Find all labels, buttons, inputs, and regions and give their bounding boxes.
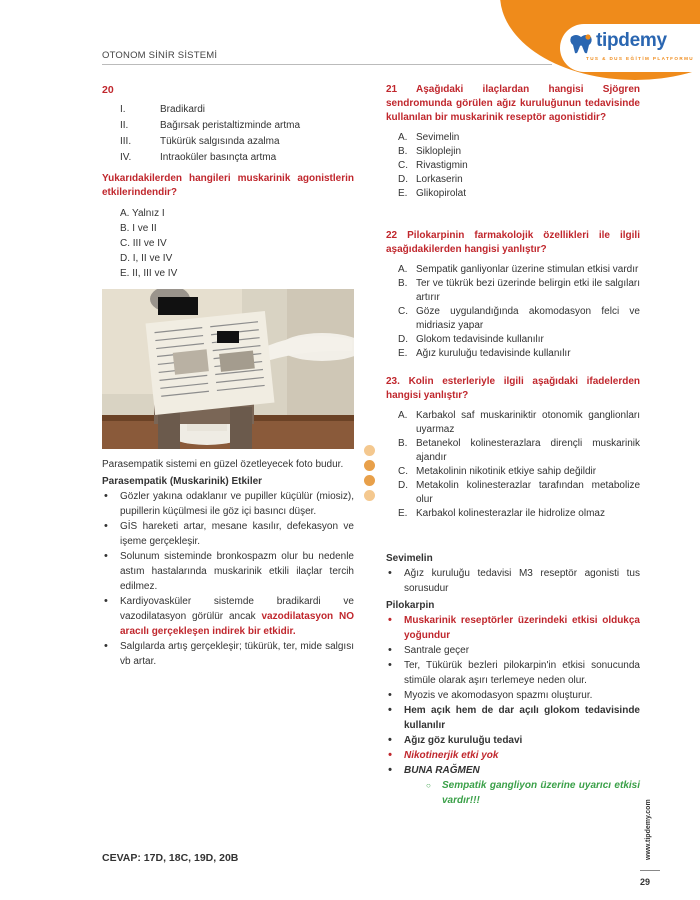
effect-item: • Solunum sisteminde bronkospazm olur bu nedenle astım hastalarında muskarinik etkili ilaçlar tercih edilmez.	[102, 549, 354, 594]
photo-caption: Parasempatik sistemi en güzel özetleyecek foto budur.	[102, 459, 344, 470]
option-item: B. Betanekol kolinesterazlara dirençli muskarinik ajandır	[398, 438, 640, 463]
option-item: B. Ter ve tükrük bezi üzerinde belirgin etki ile salgıları artırır	[398, 278, 640, 303]
option-item: D. I, II ve IV	[120, 253, 173, 264]
section-title: OTONOM SİNİR SİSTEMİ	[102, 50, 218, 61]
statement-item: IV. Intraoküler basınçta artma	[120, 152, 277, 163]
page-number: 29	[640, 877, 651, 887]
question-23-options	[398, 409, 640, 521]
note-item: • Santrale geçer	[386, 643, 640, 658]
question-23-stem: 23. Kolin esterleriyle ilgili aşağıdaki ifadelerden hangisi yanlıştır?	[386, 376, 640, 401]
option-item: A. Sevimelin	[398, 132, 460, 143]
brand-tagline: TUS & DUS EĞİTİM PLATFORMU	[586, 56, 695, 61]
brand-logo	[560, 24, 700, 72]
option-item: E. Glikopirolat	[398, 188, 467, 199]
note-item: • Ağız göz kuruluğu tedavi	[386, 733, 640, 748]
pilokarpin-list	[386, 613, 640, 778]
question-20-statements	[120, 102, 354, 166]
effect-item: • Salgılarda artış gerçekleşir; tükürük, ter, mide salgısı vb artar.	[102, 639, 354, 669]
note-item: • Muskarinik reseptörler üzerindeki etkisi oldukça yoğundur	[386, 613, 640, 643]
pilokarpin-heading: Pilokarpin	[386, 600, 435, 611]
sevimelin-heading: Sevimelin	[386, 553, 433, 564]
statement-item: II. Bağırsak peristaltizminde artma	[120, 120, 301, 131]
option-item: C. III ve IV	[120, 238, 167, 249]
effect-item: • Gözler yakına odaklanır ve pupiller küçülür (miosiz), pupillerin küçülmesi ile göz içi basıncı düşer.	[102, 489, 354, 519]
effects-list	[102, 489, 354, 669]
option-item: A. Karbakol saf muskariniktir otonomik ganglionları uyarmaz	[398, 410, 640, 435]
question-22-options	[398, 263, 640, 361]
question-22-stem: 22 Pilokarpinin farmakolojik özellikleri ile ilgili aşağıdakilerden hangisi yanlıştır?	[386, 230, 640, 255]
note-sub-item: ○ Sempatik gangliyon üzerine uyarıcı etkisi vardır!!!	[426, 778, 640, 808]
illustration-photo	[102, 289, 354, 449]
photo-image	[102, 289, 354, 449]
answer-key: CEVAP: 17D, 18C, 19D, 20B	[102, 852, 239, 864]
note-item: • Nikotinerjik etki yok	[386, 748, 640, 763]
option-item: E. Karbakol kolinesterazlar ile hidrolize olmaz	[398, 508, 605, 519]
column-separator-dots	[364, 445, 376, 505]
left-column	[102, 83, 354, 669]
website-url: www.tipdemy.com	[645, 799, 652, 860]
question-21-stem: 21 Aşağıdaki ilaçlardan hangisi Sjögren sendromunda görülen ağız kuruluğunun tedavisinde kullanılan bir muskarinik reseptör agonistidir?	[386, 84, 640, 123]
option-item: E. Ağız kuruluğu tedavisinde kullanılır	[398, 348, 571, 359]
header-divider	[102, 64, 552, 65]
effect-item: • GİS hareketi artar, mesane kasılır, defekasyon ve işeme gerçekleşir.	[102, 519, 354, 549]
option-item: E. II, III ve IV	[120, 268, 178, 279]
question-21-options	[398, 131, 640, 201]
option-item: C. Metakolinin nikotinik etkiye sahip değildir	[398, 466, 597, 477]
highlight-text: vazodilatasyon NO aracılı gerçekleşen indirek bir etkidir.	[120, 611, 354, 637]
note-item: • Ağız kuruluğu tedavisi M3 reseptör agonisti tus sorusudur	[386, 566, 640, 596]
footer-divider	[640, 870, 660, 871]
effects-heading: Parasempatik (Muskarinik) Etkiler	[102, 476, 263, 487]
option-item: D. Glokom tedavisinde kullanılır	[398, 334, 544, 345]
question-20-options	[120, 206, 354, 281]
option-item: A. Sempatik ganliyonlar üzerine stimulan etkisi vardır	[398, 264, 639, 275]
brand-name: tipdemy	[596, 30, 667, 51]
note-item: • Ter, Tükürük bezleri pilokarpin'in etkisi sonucunda stimüle olarak aşırı terlemeye neden olur.	[386, 658, 640, 688]
note-item: • Myozis ve akomodasyon spazmı oluşturur.	[386, 688, 640, 703]
statement-item: III. Tükürük salgısında azalma	[120, 136, 280, 147]
option-item: C. Rivastigmin	[398, 160, 468, 171]
pilokarpin-sub-list	[426, 778, 640, 808]
note-item: • Hem açık hem de dar açılı glokom tedavisinde kullanılır	[386, 703, 640, 733]
question-20-number: 20	[102, 84, 114, 96]
right-column	[386, 83, 640, 808]
option-item: B. I ve II	[120, 223, 157, 234]
question-20-stem: Yukarıdakilerden hangileri muskarinik agonistlerin etkilerindendir?	[102, 173, 354, 198]
option-item: C. Göze uygulandığında akomodasyon felci ve midriasiz yapar	[398, 306, 640, 331]
option-item: A. Yalnız I	[120, 208, 165, 219]
statement-item: I. Bradikardi	[120, 104, 206, 115]
sevimelin-list	[386, 566, 640, 596]
note-item: • BUNA RAĞMEN	[386, 763, 640, 778]
tooth-icon	[568, 33, 594, 55]
option-item: D. Lorkaserin	[398, 174, 463, 185]
option-item: D. Metakolin kolinesterazlar tarafından metabolize olur	[398, 480, 640, 505]
option-item: B. Sikloplejin	[398, 146, 462, 157]
effect-item: • Kardiyovasküler sistemde bradikardi ve vazodilatasyon görülür ancak vazodilatasyon NO aracılı gerçekleşen indirek bir etkidir.	[102, 594, 354, 639]
